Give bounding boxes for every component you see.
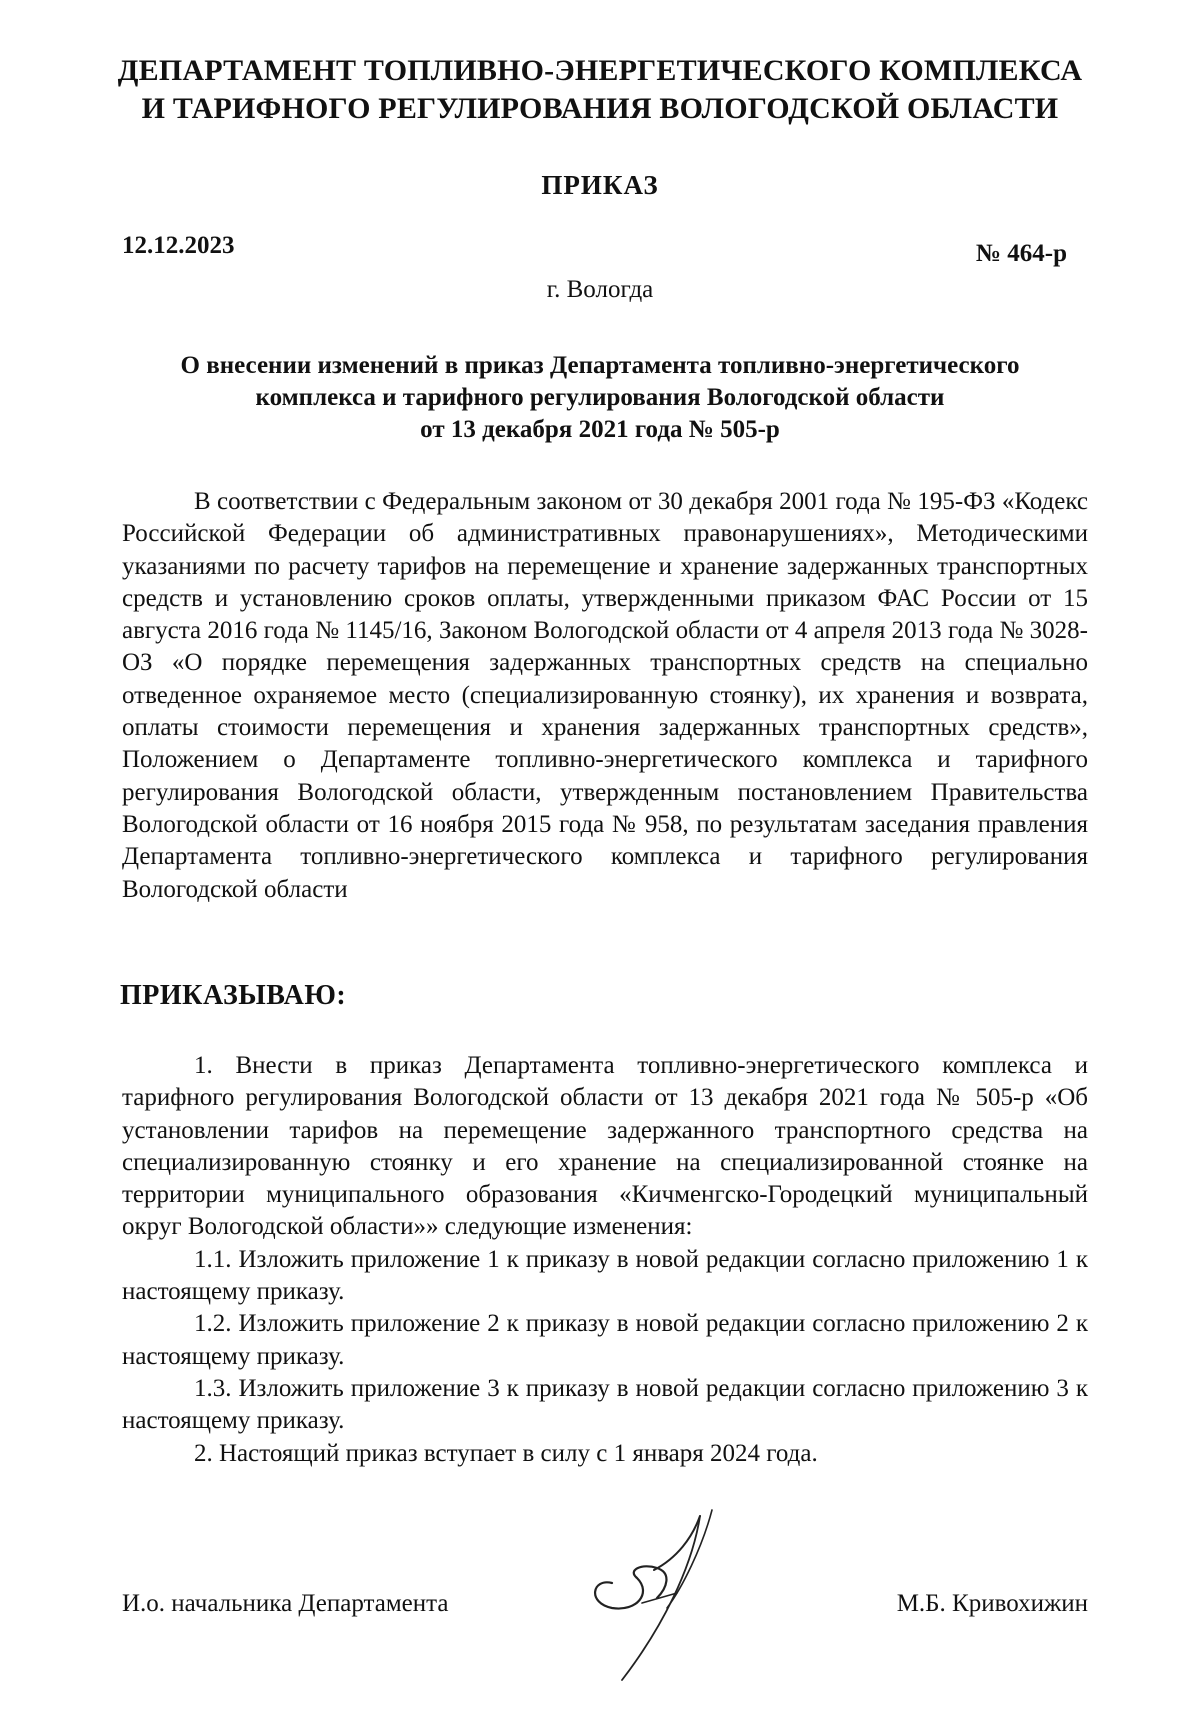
header-line-2: И ТАРИФНОГО РЕГУЛИРОВАНИЯ ВОЛОГОДСКОЙ ОБЛАСТИ [141, 92, 1059, 125]
signer-position: И.о. начальника Департамента [122, 1590, 449, 1617]
subject-line-2: комплекса и тарифного регулирования Вологодской области [255, 384, 945, 411]
subject-line-1: О внесении изменений в приказ Департамента топливно-энергетического [180, 352, 1020, 379]
document-type: ПРИКАЗ [541, 170, 659, 200]
order-items [122, 1050, 1088, 1470]
signer-name: М.Б. Кривохижин [896, 1590, 1088, 1617]
order-item-2: 2. Настоящий приказ вступает в силу с 1 января 2024 года. [194, 1439, 818, 1467]
signature-row [122, 1582, 1088, 1622]
subject-line-3: от 13 декабря 2021 года № 505-р [420, 416, 780, 443]
order-item-1: 1. Внести в приказ Департамента топливно-энергетического комплекса и тарифного регулирования Вологодской области от 13 декабря 2021 года № 505-р «Об установлении тарифов на перемещение задержанного транспортного средства на специализированную стоянку и его хранение на специализированной стоянке на территории муниципального образования «Кичменгско-Городецкий муниципальный округ Вологодской области»» следующие изменения: [122, 1052, 1088, 1241]
department-header [100, 52, 1100, 128]
document-date: 12.12.2023 [122, 232, 235, 259]
header-line-1: ДЕПАРТАМЕНТ ТОПЛИВНО-ЭНЕРГЕТИЧЕСКОГО КОМПЛЕКСА [117, 54, 1083, 87]
preamble-paragraph: В соответствии с Федеральным законом от 30 декабря 2001 года № 195-ФЗ «Кодекс Российской Федерации об административных правонарушениях», Методическими указаниями по расчету тарифов на перемещение и хранение задержанных транспортных средств и установлению сроков оплаты, утвержденными приказом ФАС России от 15 августа 2016 года № 1145/16, Законом Вологодской области от 4 апреля 2013 года № 3028-ОЗ «О порядке перемещения задержанных транспортных средств на специально отведенное охраняемое место (специализированную стоянку), их хранения и возврата, оплаты стоимости перемещения и хранения задержанных транспортных средств», Положением о Департаменте топливно-энергетического комплекса и тарифного регулирования Вологодской области, утвержденным постановлением Правительства Вологодской области от 16 ноября 2015 года № 958, по результатам заседания правления Департамента топливно-энергетического комплекса и тарифного регулирования Вологодской области [122, 488, 1088, 903]
preamble-section [122, 486, 1088, 906]
document-city: г. Вологда [546, 276, 654, 303]
document-number: № 464-р [975, 240, 1067, 267]
document-subject [100, 350, 1100, 446]
order-item-1-1: 1.1. Изложить приложение 1 к приказу в новой редакции согласно приложению 1 к настоящему приказу. [122, 1245, 1088, 1306]
order-item-1-3: 1.3. Изложить приложение 3 к приказу в новой редакции согласно приложению 3 к настоящему приказу. [122, 1374, 1088, 1435]
order-word: ПРИКАЗЫВАЮ: [120, 980, 347, 1011]
order-item-1-2: 1.2. Изложить приложение 2 к приказу в новой редакции согласно приложению 2 к настоящему приказу. [122, 1310, 1088, 1370]
